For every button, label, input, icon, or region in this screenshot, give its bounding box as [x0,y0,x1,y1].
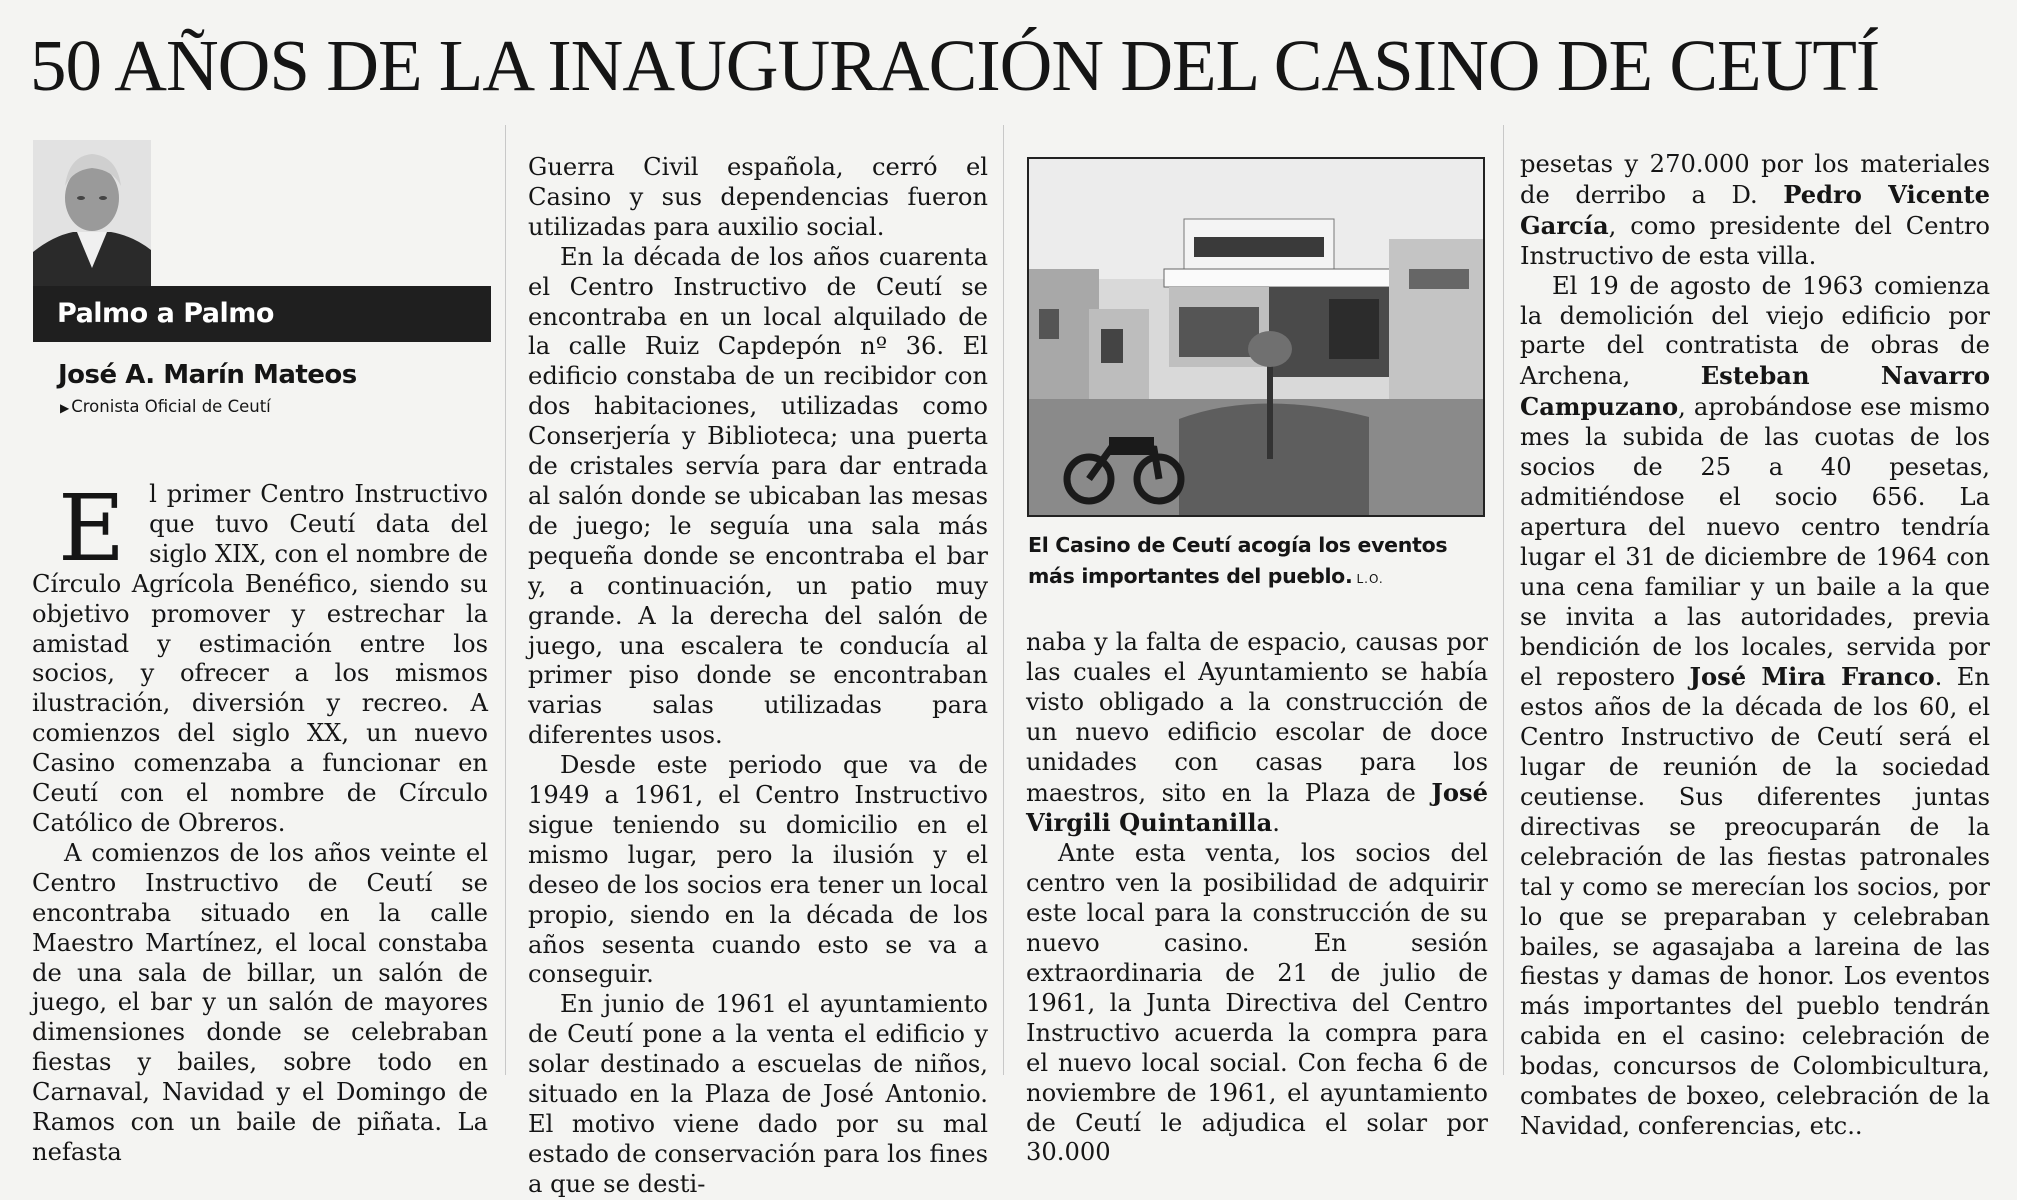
paragraph: A comienzos de los años veinte el Centro Instructivo de Ceutí se encontraba situado en la calle Maestro Martínez, el local constaba de una sala de billar, un salón de juego, el bar y un salón de mayores dimensiones donde se celebraban fiestas y bailes, sobre todo en Carnaval, Navidad y el Domingo de Ramos con un baile de piñata. La nefasta [32,838,488,1166]
article-column-2 [528,153,988,1200]
paragraph-text: , como presidente del Centro Instructivo de esta villa. [1520,211,1990,270]
paragraph [32,475,488,839]
author-role [60,397,271,416]
triangle-icon: ▶ [60,401,70,415]
author-role-text: Cronista Oficial de Ceutí [71,397,271,416]
person-name: Pedro Vicente García [1520,179,1990,240]
person-name: Esteban Navarro Campuzano [1520,361,1990,422]
article-column-3 [1026,628,1488,1168]
person-name: José Mira Franco [1689,662,1935,692]
paragraph-text: . [1272,809,1280,838]
paragraph [1520,150,1990,272]
paragraph: Desde este periodo que va de 1949 a 1961, el Centro Instructivo sigue teniendo su domicilio en el mismo lugar, pero la ilusión y el deseo de los socios era tener un local propio, siendo en la década de los años sesenta cuando esto se va a conseguir. [528,751,988,989]
caption-text: El Casino de Ceutí acogía los eventos más importantes del pueblo. [1028,533,1448,588]
author-portrait [33,140,151,286]
column-divider [1003,125,1004,1075]
paragraph: Ante esta venta, los socios del centro ven la posibilidad de adquirir este local para la construcción de su nuevo casino. En sesión extraordinaria de 21 de julio de 1961, la Junta Directiva del Centro Instructivo acuerda la compra para el nuevo local social. Con fecha 6 de noviembre de 1961, el ayuntamiento de Ceutí le adjudica el solar por 30.000 [1026,839,1488,1167]
paragraph [1026,628,1488,839]
person-name: José Virgili Quintanilla [1026,777,1488,838]
photo-credit: L.O. [1356,572,1384,586]
author-name: José A. Marín Mateos [58,360,357,390]
article-column-1 [32,475,488,1168]
headline: 50 AÑOS DE LA INAUGURACIÓN DEL CASINO DE CEUTÍ [30,25,1880,106]
paragraph-text: l primer Centro Instructivo que tuvo Ceutí data del siglo XIX, con el nombre de Círculo Agrícola Benéfico, siendo su objetivo promover y estrechar la amistad y estimación entre los socios, y ofrecer a los mismos ilustración, diversión y recreo. A comienzos del siglo XX, un nuevo Casino comenzaba a funcionar en Ceutí con el nombre de Círculo Católico de Obreros. [32,480,488,837]
paragraph-text: . En estos años de la década de los 60, el Centro Instructivo de Ceutí será el lugar de reunión de la sociedad ceutiense. Sus diferentes juntas directivas se preocuparán de la celebración de las fiestas patronales tal y como se merecían los socios, por lo que se preparaban y celebraban bailes, se agasajaba a lareina de las fiestas y damas de honor. Los eventos más importantes del pueblo tendrán cabida en el casino: celebración de bodas, concursos de Colombicultura, combates de boxeo, celebración de la Navidad, conferencias, etc.. [1520,663,1990,1140]
paragraph [1520,272,1990,1142]
paragraph-text: pesetas y 270.000 por los materiales de derribo a D. [1520,150,1990,209]
drop-cap: E [58,475,126,582]
article-column-4 [1520,150,1990,1142]
paragraph: Guerra Civil española, cerró el Casino y sus dependencias fueron utilizadas para auxilio social. [528,153,988,241]
section-label: Palmo a Palmo [33,286,491,342]
column-divider [1503,125,1504,1075]
photo-caption [1028,530,1498,595]
paragraph-text: , aprobándose ese mismo mes la subida de las cuotas de los socios de 25 a 40 pesetas, admitiéndose el socio 656. La apertura del nuevo centro tendría lugar el 31 de diciembre de 1964 con una cena familiar y un baile a la que se invita a las autoridades, previa bendición de los locales, servida por el repostero [1520,393,1990,692]
paragraph: En junio de 1961 el ayuntamiento de Ceutí pone a la venta el edificio y solar destinado a escuelas de niños, situado en la Plaza de José Antonio. El motivo viene dado por su mal estado de conservación para los fines a que se desti- [528,990,988,1198]
paragraph: En la década de los años cuarenta el Centro Instructivo de Ceutí se encontraba en un local alquilado de la calle Ruiz Capdepón nº 36. El edificio constaba de un recibidor con dos habitaciones, utilizadas como Conserjería y Biblioteca; una puerta de cristales servía para dar entrada al salón donde se ubicaban las mesas de juego; le seguía una sala más pequeña donde se encontraba el bar y, a continuación, un patio muy grande. A la derecha del salón de juego, una escalera te conducía al primer piso donde se encontraban varias salas utilizadas para diferentes usos. [528,242,988,750]
paragraph-text: El 19 de agosto de 1963 comienza la demolición del viejo edificio por parte del contratista de obras de Archena, [1520,271,1990,391]
paragraph-text: naba y la falta de espacio, causas por las cuales el Ayuntamiento se había visto obligado a la construcción de un nuevo edificio escolar de doce unidades con casas para los maestros, sito en la Plaza de [1026,628,1488,807]
column-divider [505,125,506,1075]
casino-photo [1027,157,1485,517]
